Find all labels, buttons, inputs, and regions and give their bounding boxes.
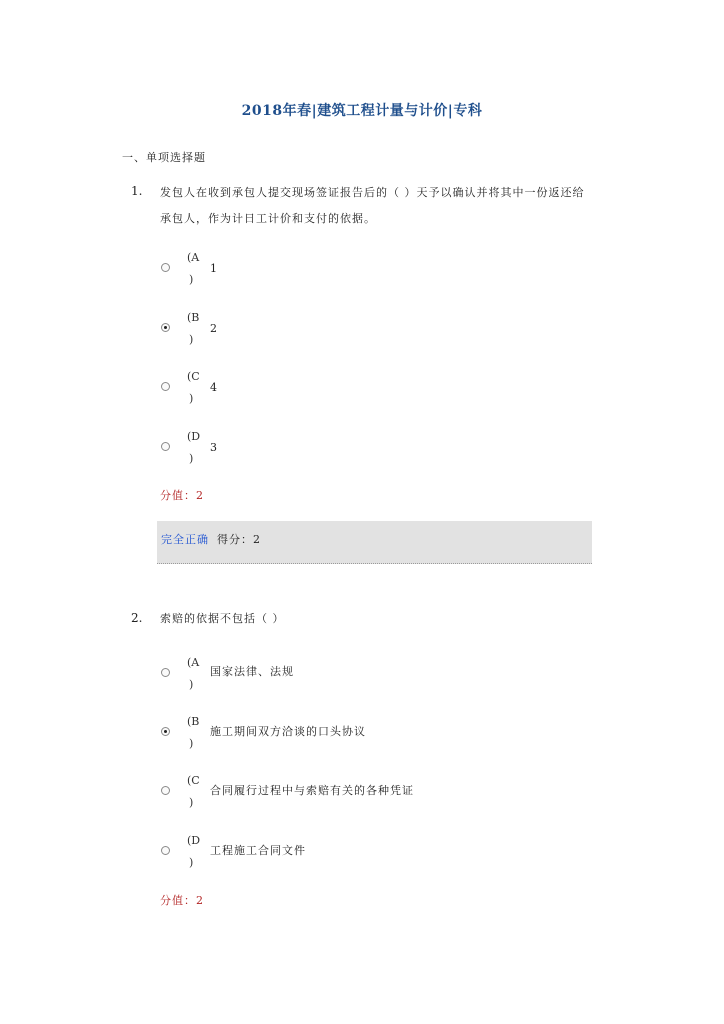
option-letter: (C [187,774,200,787]
question-text [160,180,600,232]
result-status: 完全正确 [161,533,209,546]
option-paren: ) [189,737,194,750]
option-paren: ) [189,452,194,465]
option-text: 国家法律、法规 [210,665,294,678]
option-d[interactable] [160,431,600,471]
option-b[interactable] [160,716,600,756]
question-text-line: 发包人在收到承包人提交现场签证报告后的（ ）天予以确认并将其中一份返还给 [160,186,585,199]
score-value: 分值：2 [160,489,204,502]
option-text: 1 [210,262,218,275]
radio-button[interactable] [161,382,170,391]
option-paren: ) [189,333,194,346]
option-d[interactable] [160,835,600,875]
question-text-line: 承包人，作为计日工计价和支付的依据。 [160,212,376,225]
question-number: 1. [131,184,143,198]
question-number: 2. [131,611,143,625]
option-letter: (A [187,251,200,264]
option-text: 2 [210,322,218,335]
option-text: 合同履行过程中与索赔有关的各种凭证 [210,784,414,797]
option-text: 施工期间双方洽谈的口头协议 [210,725,366,738]
option-letter: (A [187,656,200,669]
score-value: 分值：2 [160,894,204,907]
radio-button[interactable] [161,323,170,332]
option-text: 4 [210,381,218,394]
option-paren: ) [189,678,194,691]
radio-button[interactable] [161,668,170,677]
option-b[interactable] [160,312,600,352]
option-c[interactable] [160,775,600,815]
option-letter: (D [187,834,201,847]
radio-button[interactable] [161,846,170,855]
option-letter: (B [187,311,200,324]
radio-button[interactable] [161,727,170,736]
option-a[interactable] [160,252,600,292]
option-paren: ) [189,856,194,869]
radio-button[interactable] [161,786,170,795]
option-text: 3 [210,441,218,454]
question-text [160,606,600,632]
section-heading: 一、单项选择题 [122,151,206,164]
option-letter: (D [187,430,201,443]
option-c[interactable] [160,371,600,411]
option-a[interactable] [160,657,600,697]
result-score: 得分：2 [217,533,261,546]
result-panel [157,521,592,564]
page-title: 2018年春|建筑工程计量与计价|专科 [241,103,483,119]
option-paren: ) [189,392,194,405]
option-letter: (B [187,715,200,728]
option-letter: (C [187,370,200,383]
option-paren: ) [189,273,194,286]
option-paren: ) [189,796,194,809]
question-text-line: 索赔的依据不包括（ ） [160,612,285,625]
radio-button[interactable] [161,442,170,451]
radio-button[interactable] [161,263,170,272]
option-text: 工程施工合同文件 [210,844,306,857]
